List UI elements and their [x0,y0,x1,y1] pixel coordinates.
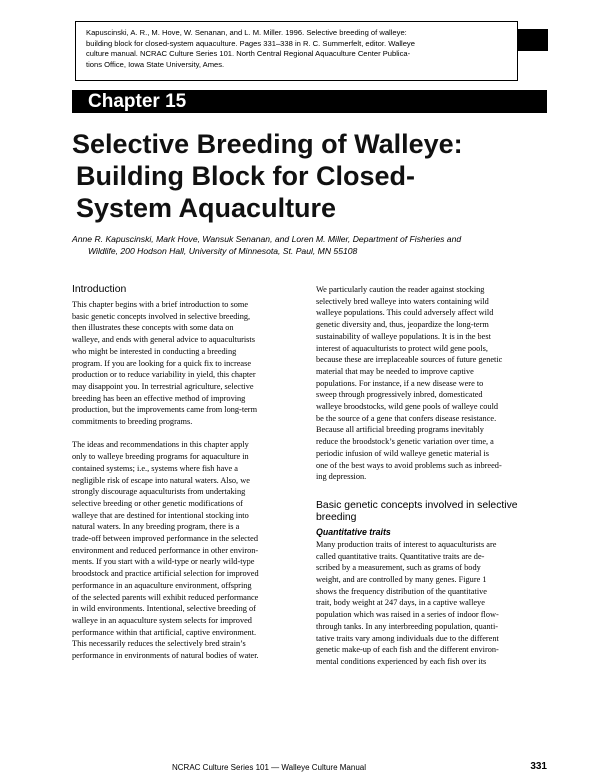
citation-line: Kapuscinski, A. R., M. Hove, W. Senanan, and L. M. Miller. 1996. Selective breeding of walleye: [86,28,407,37]
body-line: genetic diversity and, thus, jeopardize the long-term [316,320,489,330]
body-line: through tanks. In any interbreeding population, quanti- [316,621,499,631]
body-line: reduce the broodstock’s genetic variation over time, a [316,437,494,447]
corner-tab [518,29,548,51]
title-line: Selective Breeding of Walleye: [72,129,463,159]
section-heading-line: breeding [316,511,357,523]
body-line: who might be interested in conducting a breeding [72,346,237,356]
body-line: selective breeding or other genetic modifications of [72,498,243,508]
body-line: because these are irreplaceable sources of future genetic [316,355,503,365]
body-line: then illustrates these concepts with some data on [72,323,234,333]
body-line: strongly discourage aquaculturists from undertaking [72,487,246,497]
body-line: periodic infusion of wild walleye genetic material is [316,448,490,458]
left-column-body [72,299,304,662]
body-line: walleye in an aquaculture system selects for improved [72,615,252,625]
body-line: natural waters. In any breeding program, there is a [72,522,240,532]
body-line: of the selected parents will exhibit reduced performance [72,592,259,602]
body-line: walleye, and ends with general advice to aquaculturists [72,335,255,345]
author-line: Anne R. Kapuscinski, Mark Hove, Wansuk Senanan, and Loren M. Miller, Department of Fisheries and [72,234,462,244]
body-line: trade-off between improved performance in the selected [72,534,258,544]
body-line: This necessarily reduces the selectively bred strain’s [72,639,246,649]
body-line: production, but the improvements came from long-term [72,405,258,415]
introduction-heading: Introduction [72,284,127,295]
body-line: Many production traits of interest to aquaculturists are [316,539,497,549]
right-column-paragraph [316,284,548,483]
section-heading-line: Basic genetic concepts involved in selective [316,499,518,511]
body-line: ments. If you start with a wild-type or nearly wild-type [72,557,255,567]
body-line: We particularly caution the reader against stocking [316,285,485,294]
citation-line: building block for closed-system aquaculture. Pages 331–338 in R. C. Summerfelt, editor. Walleye [86,38,415,48]
body-line: may disappoint you. In terrestrial agriculture, selective [72,381,254,391]
body-line: performance in environments of natural bodies of water. [72,651,259,661]
body-line: program. If you are looking for a quick fix to increase [72,358,252,368]
body-line: contained systems; i.e., systems where fish have a [72,463,238,473]
body-paragraph [72,439,304,661]
body-line: performance in an aquaculture environment, offspring [72,580,252,590]
right-column [316,284,548,668]
body-line: populations. For instance, if a new disease were to [316,378,484,388]
citation-line: tions Office, Iowa State University, Ames. [86,59,225,69]
body-line: called quantitative traits. Quantitative traits are de- [316,551,485,561]
body-line: broodstock and practice artificial selection for improved [72,569,259,579]
body-line: only to walleye breeding programs for aquaculture in [72,452,249,462]
body-line: genetic make-up of each fish and the different environ- [316,645,499,655]
title-line: Building Block for Closed- [76,161,416,191]
body-line: The ideas and recommendations in this chapter apply [72,440,249,450]
chapter-title [72,128,552,224]
body-line: performance within that artificial, captive environment. [72,627,257,637]
body-line: production or to reduce variability in yield, this chapter [72,370,256,380]
body-line: one of the best ways to avoid problems such as inbreed- [316,460,502,470]
body-line: environment and reduced performance in other environ- [72,545,259,555]
body-line: material that may be needed to improve captive [316,366,474,376]
body-line: sustainability of walleye populations. It is in the best [316,331,491,341]
author-affiliation [72,234,552,257]
body-line: Because all artificial breeding programs inevitably [316,425,484,435]
body-line: This chapter begins with a brief introduction to some [72,300,249,309]
body-line: breeding has been an effective method of improving [72,393,246,403]
footer-text: NCRAC Culture Series 101 — Walleye Culture Manual [172,763,366,772]
left-column [72,284,304,662]
citation-text [86,28,509,70]
section-paragraph [316,539,548,668]
body-line: sweep through progressively inbred, domesticated [316,390,483,400]
citation-line: culture manual. NCRAC Culture Series 101. North Central Regional Aquaculture Center Publica- [86,49,411,59]
body-line: tative traits vary among individuals due to the different [316,633,499,643]
title-line: System Aquaculture [76,193,337,223]
body-line: negligible risk of escape into natural waters. Also, we [72,475,250,485]
body-line: scribed by a measurement, such as grams of body [316,563,481,573]
body-line: ing depression. [316,472,367,482]
author-line: Wildlife, 200 Hodson Hall, University of Minnesota, St. Paul, MN 55108 [88,245,358,256]
citation-box [75,21,518,81]
body-line: in wild environments. Intentional, selective breeding of [72,604,256,614]
body-line: walleye broodstocks, wild gene pools of walleye could [316,402,499,412]
subheading-quantitative-traits: Quantitative traits [316,526,391,537]
body-line: selectively bred walleye into waters containing wild [316,296,489,306]
body-line: mental conditions experienced by each fish over its [316,656,487,666]
page-number: 331 [530,761,547,772]
chapter-label: Chapter 15 [88,91,187,112]
body-line: commitments to breeding programs. [72,417,193,427]
body-line: interest of aquaculturists to protect wild gene pools, [316,343,488,353]
body-line: shows the frequency distribution of the quantitative [316,586,487,596]
body-line: basic genetic concepts involved in selective breeding, [72,311,251,321]
section-heading [316,500,548,524]
body-line: be the source of a gene that confers disease resistance. [316,413,497,423]
body-paragraph [72,299,304,428]
body-line: walleye that are destined for intentional stocking into [72,510,249,520]
body-line: walleye populations. This could adversely affect wild [316,308,494,318]
body-line: weight, and are controlled by many genes. Figure 1 [316,575,487,585]
body-line: population which was raised in a series of indoor flow- [316,610,499,620]
body-line: trait, body weight at 247 days, in a captive walleye [316,598,485,608]
